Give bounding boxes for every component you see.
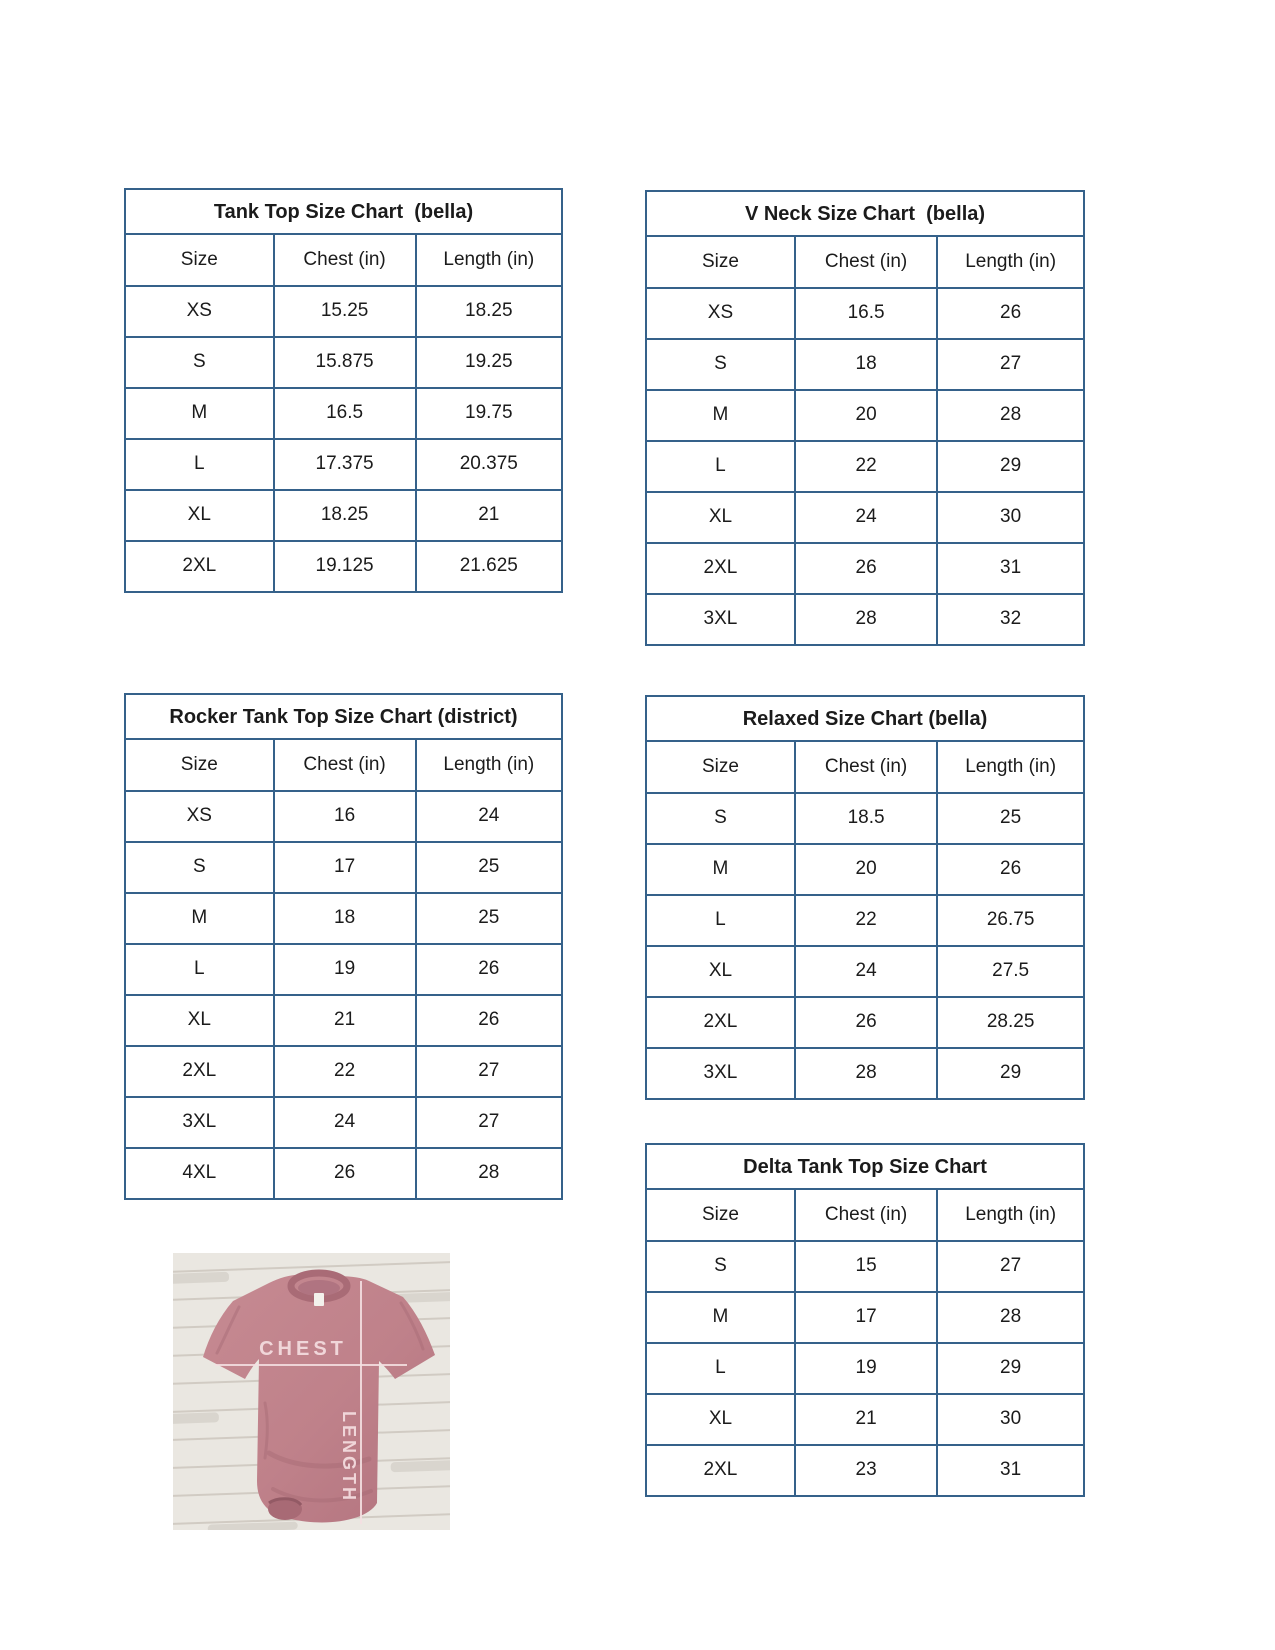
table-cell: 18 [795, 339, 937, 390]
table-title: Tank Top Size Chart (bella) [125, 189, 562, 234]
table-cell: XS [125, 286, 274, 337]
table-row [125, 1046, 562, 1097]
table-cell: 27 [937, 1241, 1084, 1292]
table-row [646, 793, 1084, 844]
column-header: Chest (in) [795, 741, 937, 793]
table-row [125, 995, 562, 1046]
table-row [125, 286, 562, 337]
table-row [646, 288, 1084, 339]
table-header-row [646, 741, 1084, 793]
table-cell: 18.5 [795, 793, 937, 844]
table-row [125, 490, 562, 541]
table-body [125, 791, 562, 1199]
size-chart-table-delta-tank-top [645, 1143, 1085, 1497]
table-title-row [125, 694, 562, 739]
table-row [646, 543, 1084, 594]
table-row [646, 594, 1084, 645]
table-cell: 19.25 [416, 337, 562, 388]
table-cell: 27 [416, 1097, 562, 1148]
table-cell: 29 [937, 1048, 1084, 1099]
size-chart-table-relaxed [645, 695, 1085, 1100]
table-cell: 24 [795, 492, 937, 543]
table-cell: 21.625 [416, 541, 562, 592]
column-header: Length (in) [937, 236, 1084, 288]
table-title: Relaxed Size Chart (bella) [646, 696, 1084, 741]
table-cell: 27 [937, 339, 1084, 390]
table-cell: 22 [274, 1046, 416, 1097]
table-cell: 20.375 [416, 439, 562, 490]
table-cell: 3XL [646, 1048, 795, 1099]
length-label: LENGTH [339, 1411, 359, 1503]
table-cell: 26 [937, 844, 1084, 895]
table-cell: 28 [795, 1048, 937, 1099]
tshirt-measurement-photo [173, 1253, 450, 1530]
column-header: Chest (in) [274, 234, 416, 286]
table-cell: 30 [937, 492, 1084, 543]
table-row [646, 1048, 1084, 1099]
table-cell: M [646, 1292, 795, 1343]
table-cell: XL [125, 995, 274, 1046]
table-title: Delta Tank Top Size Chart [646, 1144, 1084, 1189]
table-header-row [646, 1189, 1084, 1241]
table-cell: 16 [274, 791, 416, 842]
table-cell: 31 [937, 543, 1084, 594]
table-cell: 28.25 [937, 997, 1084, 1048]
table-title-row [125, 189, 562, 234]
table-title: Rocker Tank Top Size Chart (district) [125, 694, 562, 739]
table-cell: 21 [416, 490, 562, 541]
table-cell: 22 [795, 895, 937, 946]
table-cell: 3XL [646, 594, 795, 645]
table-row [646, 1394, 1084, 1445]
table-cell: 32 [937, 594, 1084, 645]
table-row [125, 337, 562, 388]
table-cell: 31 [937, 1445, 1084, 1496]
table-cell: 2XL [646, 1445, 795, 1496]
table-row [646, 844, 1084, 895]
table-cell: 26 [416, 944, 562, 995]
table-title-row [646, 191, 1084, 236]
table-row [646, 441, 1084, 492]
table-cell: L [646, 441, 795, 492]
table-cell: S [125, 337, 274, 388]
table-cell: 2XL [125, 541, 274, 592]
table-cell: 18 [274, 893, 416, 944]
column-header: Chest (in) [274, 739, 416, 791]
table-body [646, 288, 1084, 645]
table-row [125, 893, 562, 944]
table-cell: 19.75 [416, 388, 562, 439]
column-header: Length (in) [937, 741, 1084, 793]
table-row [646, 946, 1084, 997]
table-cell: 26 [416, 995, 562, 1046]
table-cell: 2XL [646, 997, 795, 1048]
table-cell: 28 [795, 594, 937, 645]
shirt-knot [268, 1498, 302, 1520]
table-row [125, 1148, 562, 1199]
column-header: Size [646, 741, 795, 793]
table-cell: 3XL [125, 1097, 274, 1148]
table-cell: 2XL [646, 543, 795, 594]
table-title-row [646, 1144, 1084, 1189]
table-row [646, 492, 1084, 543]
chest-label: CHEST [259, 1338, 347, 1360]
table-cell: 4XL [125, 1148, 274, 1199]
table-cell: 27 [416, 1046, 562, 1097]
table-cell: 26 [937, 288, 1084, 339]
table-cell: 19.125 [274, 541, 416, 592]
table-cell: 29 [937, 1343, 1084, 1394]
table-cell: 19 [795, 1343, 937, 1394]
table-cell: 15.875 [274, 337, 416, 388]
table-cell: XS [125, 791, 274, 842]
table-row [125, 791, 562, 842]
table-cell: 15.25 [274, 286, 416, 337]
table-cell: 17.375 [274, 439, 416, 490]
column-header: Length (in) [937, 1189, 1084, 1241]
table-row [646, 390, 1084, 441]
table-title: V Neck Size Chart (bella) [646, 191, 1084, 236]
table-header-row [125, 234, 562, 286]
table-row [125, 842, 562, 893]
column-header: Size [125, 234, 274, 286]
table-cell: 21 [795, 1394, 937, 1445]
table-cell: XL [125, 490, 274, 541]
table-cell: M [125, 893, 274, 944]
size-chart-table-tank-top [124, 188, 563, 593]
table-cell: 21 [274, 995, 416, 1046]
table-row [646, 1292, 1084, 1343]
table-header-row [125, 739, 562, 791]
table-cell: L [125, 439, 274, 490]
column-header: Size [125, 739, 274, 791]
table-cell: L [125, 944, 274, 995]
table-cell: 22 [795, 441, 937, 492]
table-cell: L [646, 895, 795, 946]
table-row [125, 439, 562, 490]
size-chart-table-rocker-tank-top [124, 693, 563, 1200]
table-cell: 25 [416, 893, 562, 944]
table-body [125, 286, 562, 592]
table-cell: 20 [795, 390, 937, 441]
table-row [646, 997, 1084, 1048]
table-cell: 16.5 [795, 288, 937, 339]
column-header: Length (in) [416, 234, 562, 286]
table-cell: 27.5 [937, 946, 1084, 997]
table-cell: 23 [795, 1445, 937, 1496]
table-cell: 26 [795, 543, 937, 594]
table-row [125, 1097, 562, 1148]
table-cell: 29 [937, 441, 1084, 492]
table-cell: XS [646, 288, 795, 339]
table-cell: 2XL [125, 1046, 274, 1097]
column-header: Chest (in) [795, 1189, 937, 1241]
table-cell: 25 [416, 842, 562, 893]
table-cell: M [646, 844, 795, 895]
table-cell: 26.75 [937, 895, 1084, 946]
table-cell: S [646, 1241, 795, 1292]
table-cell: XL [646, 492, 795, 543]
table-cell: XL [646, 946, 795, 997]
table-cell: L [646, 1343, 795, 1394]
table-header-row [646, 236, 1084, 288]
table-body [646, 1241, 1084, 1496]
table-body [646, 793, 1084, 1099]
table-cell: 28 [416, 1148, 562, 1199]
table-row [646, 895, 1084, 946]
table-row [646, 339, 1084, 390]
collar-tag [314, 1293, 324, 1306]
table-title-row [646, 696, 1084, 741]
table-cell: 24 [416, 791, 562, 842]
table-cell: S [646, 339, 795, 390]
table-row [125, 944, 562, 995]
table-cell: 18.25 [416, 286, 562, 337]
tshirt-graphic [173, 1253, 450, 1530]
table-cell: 25 [937, 793, 1084, 844]
table-cell: 17 [274, 842, 416, 893]
table-row [646, 1241, 1084, 1292]
table-cell: 26 [795, 997, 937, 1048]
table-cell: 18.25 [274, 490, 416, 541]
table-cell: 28 [937, 390, 1084, 441]
column-header: Chest (in) [795, 236, 937, 288]
table-cell: 28 [937, 1292, 1084, 1343]
table-cell: S [646, 793, 795, 844]
table-row [125, 541, 562, 592]
table-cell: M [125, 388, 274, 439]
table-cell: 26 [274, 1148, 416, 1199]
table-row [646, 1343, 1084, 1394]
table-cell: XL [646, 1394, 795, 1445]
table-cell: 24 [274, 1097, 416, 1148]
column-header: Length (in) [416, 739, 562, 791]
table-row [646, 1445, 1084, 1496]
table-cell: 30 [937, 1394, 1084, 1445]
table-cell: 20 [795, 844, 937, 895]
table-cell: M [646, 390, 795, 441]
table-cell: S [125, 842, 274, 893]
table-cell: 16.5 [274, 388, 416, 439]
table-row [125, 388, 562, 439]
table-cell: 19 [274, 944, 416, 995]
column-header: Size [646, 1189, 795, 1241]
table-cell: 24 [795, 946, 937, 997]
size-chart-table-v-neck [645, 190, 1085, 646]
table-cell: 15 [795, 1241, 937, 1292]
column-header: Size [646, 236, 795, 288]
table-cell: 17 [795, 1292, 937, 1343]
